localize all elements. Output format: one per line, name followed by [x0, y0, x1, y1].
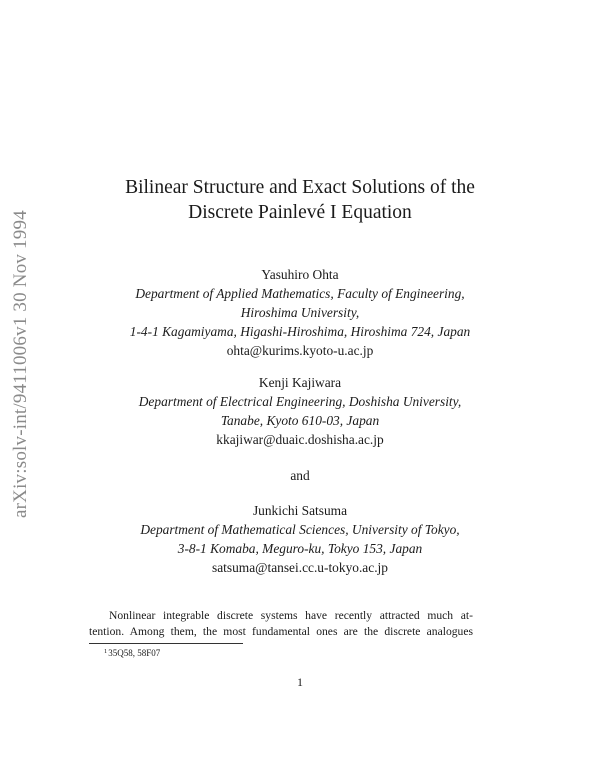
author-name: Junkichi Satsuma: [252, 503, 348, 518]
page-number: 1: [297, 675, 303, 689]
author-email: satsuma@tansei.cc.u-tokyo.ac.jp: [212, 560, 388, 575]
author-email: kkajiwar@duaic.doshisha.ac.jp: [216, 432, 384, 447]
paper-title-line-1: Bilinear Structure and Exact Solutions of the: [125, 177, 475, 198]
author-affiliation-line: Tanabe, Kyoto 610-03, Japan: [220, 413, 380, 428]
author-name: Kenji Kajiwara: [258, 375, 342, 390]
footnote: [104, 646, 160, 659]
author-affiliation-line: Hiroshima University,: [240, 305, 360, 320]
footnote-marker: 1: [104, 648, 108, 655]
author-affiliation-line: Department of Applied Mathematics, Faculty of Engineering,: [135, 286, 465, 301]
arxiv-identifier-stamp: arXiv:solv-int/9411006v1 30 Nov 1994: [10, 210, 31, 518]
author-affiliation-line: Department of Mathematical Sciences, University of Tokyo,: [140, 522, 460, 537]
author-conjunction: and: [290, 468, 310, 483]
footnote-divider: [89, 643, 243, 644]
abstract-line-1: Nonlinear integrable discrete systems have recently attracted much at-: [109, 609, 473, 622]
author-affiliation-line: 3-8-1 Komaba, Meguro-ku, Tokyo 153, Japan: [177, 541, 423, 556]
footnote-text: 35Q58, 58F07: [108, 648, 161, 658]
author-affiliation-line: Department of Electrical Engineering, Doshisha University,: [138, 394, 462, 409]
author-email: ohta@kurims.kyoto-u.ac.jp: [226, 343, 374, 358]
author-name: Yasuhiro Ohta: [261, 267, 339, 282]
abstract-text: [89, 608, 473, 640]
author-affiliation-line: 1-4-1 Kagamiyama, Higashi-Hiroshima, Hiroshima 724, Japan: [129, 324, 471, 339]
author-block-3: [0, 501, 600, 577]
author-block-1: [0, 265, 600, 360]
paper-title: [0, 175, 600, 225]
paper-title-line-2: Discrete Painlevé I Equation: [188, 202, 412, 223]
abstract-line-2: tention. Among them, the most fundamental ones are the discrete analogues: [89, 625, 473, 638]
author-block-2: [0, 373, 600, 449]
